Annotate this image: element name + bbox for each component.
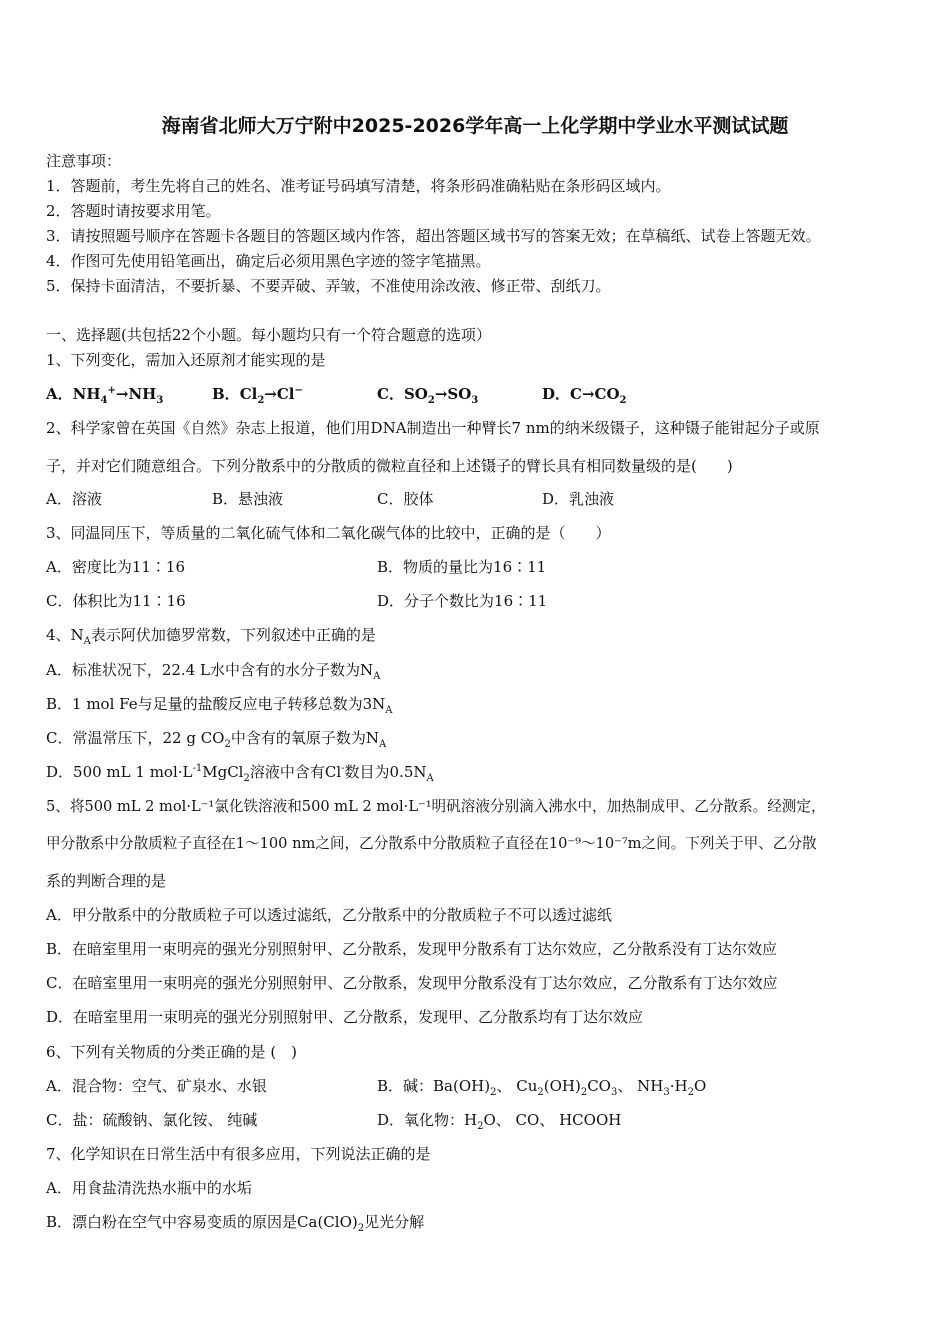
q5-option-c: C．在暗室里用一束明亮的强光分别照射甲、乙分散系，发现甲分散系没有丁达尔效应，乙分散系有丁达尔效应 <box>46 974 778 992</box>
notice-heading: 注意事项： <box>46 152 122 170</box>
q6-option-a: A．混合物：空气、矿泉水、水银 <box>46 1077 267 1095</box>
question-4-stem: 4、$N_A$表示阿伏加德罗常数，下列叙述中正确的是 <box>46 626 376 647</box>
q2-option-c: C．胶体 <box>377 490 434 508</box>
q3-option-a: A．密度比为11∶16 <box>46 558 186 576</box>
notice-item: 2．答题时请按要求用笔。 <box>46 202 221 220</box>
q4-option-b: B．1 mol Fe与足量的盐酸反应电子转移总数为$3N_A$ <box>46 695 393 716</box>
q3-option-b: B．物质的量比为16∶11 <box>377 558 547 576</box>
q4-option-a: A．标准状况下，22.4 L水中含有的水分子数为$N_A$ <box>46 661 381 682</box>
q5-option-a: A．甲分散系中的分散质粒子可以透过滤纸，乙分散系中的分散质粒子不可以透过滤纸 <box>46 906 612 924</box>
q6-option-d: D．氧化物：$H_2O$、 CO、 HCOOH <box>377 1111 622 1132</box>
q4-option-c: C．常温常压下，22 g $CO_2$中含有的氧原子数为$N_A$ <box>46 729 387 750</box>
question-2-stem: 2、科学家曾在英国《自然》杂志上报道，他们用DNA制造出一种臂长7 nm的纳米级镊子，这种镊子能钳起分子或原 <box>46 419 820 437</box>
question-6-stem: 6、下列有关物质的分类正确的是 ( ) <box>46 1043 298 1061</box>
notice-item: 3．请按照题号顺序在答题卡各题目的答题区域内作答，超出答题区域书写的答案无效；在草稿纸、试卷上答题无效。 <box>46 227 821 245</box>
notice-item: 5．保持卡面清洁，不要折暴、不要弄破、弄皱，不准使用涂改液、修正带、刮纸刀。 <box>46 277 611 295</box>
question-3-stem: 3、同温同压下，等质量的二氧化硫气体和二氧化碳气体的比较中，正确的是（ ） <box>46 524 611 542</box>
q5-option-d: D．在暗室里用一束明亮的强光分别照射甲、乙分散系，发现甲、乙分散系均有丁达尔效应 <box>46 1008 644 1026</box>
q5-option-b: B．在暗室里用一束明亮的强光分别照射甲、乙分散系，发现甲分散系有丁达尔效应，乙分散系没有丁达尔效应 <box>46 940 778 958</box>
notice-item: 1．答题前，考生先将自己的姓名、准考证号码填写清楚，将条形码准确粘贴在条形码区域内。 <box>46 177 671 195</box>
q2-option-d: D．乳浊液 <box>542 490 615 508</box>
section-heading: 一、选择题(共包括22个小题。每小题均只有一个符合题意的选项） <box>46 326 491 344</box>
q7-option-a: A．用食盐清洗热水瓶中的水垢 <box>46 1179 252 1197</box>
q2-option-a: A．溶液 <box>46 490 102 508</box>
q2-option-b: B．悬浊液 <box>212 490 284 508</box>
question-7-stem: 7、化学知识在日常生活中有很多应用，下列说法正确的是 <box>46 1145 431 1163</box>
q3-option-c: C．体积比为11∶16 <box>46 592 186 610</box>
q4-option-d: D．500 mL 1 $mol\cdot L^{-1}MgCl_2$溶液中含有Cl-数目为$0.5N_A$ <box>46 763 434 784</box>
page-title: 海南省北师大万宁附中2025-2026学年高一上化学期中学业水平测试试题 <box>161 115 789 137</box>
question-5-stem-cont: 甲分散系中分散质粒子直径在1～100 nm之间，乙分散系中分散质粒子直径在10⁻⁹～10⁻⁷m之间。下列关于甲、乙分散 <box>46 835 817 852</box>
q1-option-d: D．$C\to CO_2$ <box>542 385 627 406</box>
q7-option-b: B．漂白粉在空气中容易变质的原因是$Ca(ClO)_2$见光分解 <box>46 1213 425 1234</box>
question-2-stem-cont: 子，并对它们随意组合。下列分散系中的分散质的微粒直径和上述镊子的臂长具有相同数量级的是( ) <box>46 457 733 475</box>
question-5-stem: 5、将500 mL 2 mol·L⁻¹氯化铁溶液和500 mL 2 mol·L⁻¹明矾溶液分别滴入沸水中，加热制成甲、乙分散系。经测定， <box>46 798 826 815</box>
q1-option-c: C．$SO_2\to SO_3$ <box>377 385 479 406</box>
question-1-stem: 1、下列变化，需加入还原剂才能实现的是 <box>46 351 326 369</box>
question-5-stem-cont: 系的判断合理的是 <box>46 872 167 890</box>
q6-option-c: C．盐：硫酸钠、氯化铵、 纯碱 <box>46 1111 258 1129</box>
q1-option-a: A．$NH_4^+\to NH_3$ <box>46 385 164 406</box>
q3-option-d: D．分子个数比为16∶11 <box>377 592 548 610</box>
q6-option-b: B．碱：$Ba(OH)_2$、 $Cu_2(OH)_2CO_3$、 $NH_3\cdot H_2O$ <box>377 1077 707 1098</box>
q1-option-b: B．$Cl_2\to Cl^-$ <box>212 385 303 406</box>
notice-item: 4．作图可先使用铅笔画出，确定后必须用黑色字迹的签字笔描黑。 <box>46 252 491 270</box>
